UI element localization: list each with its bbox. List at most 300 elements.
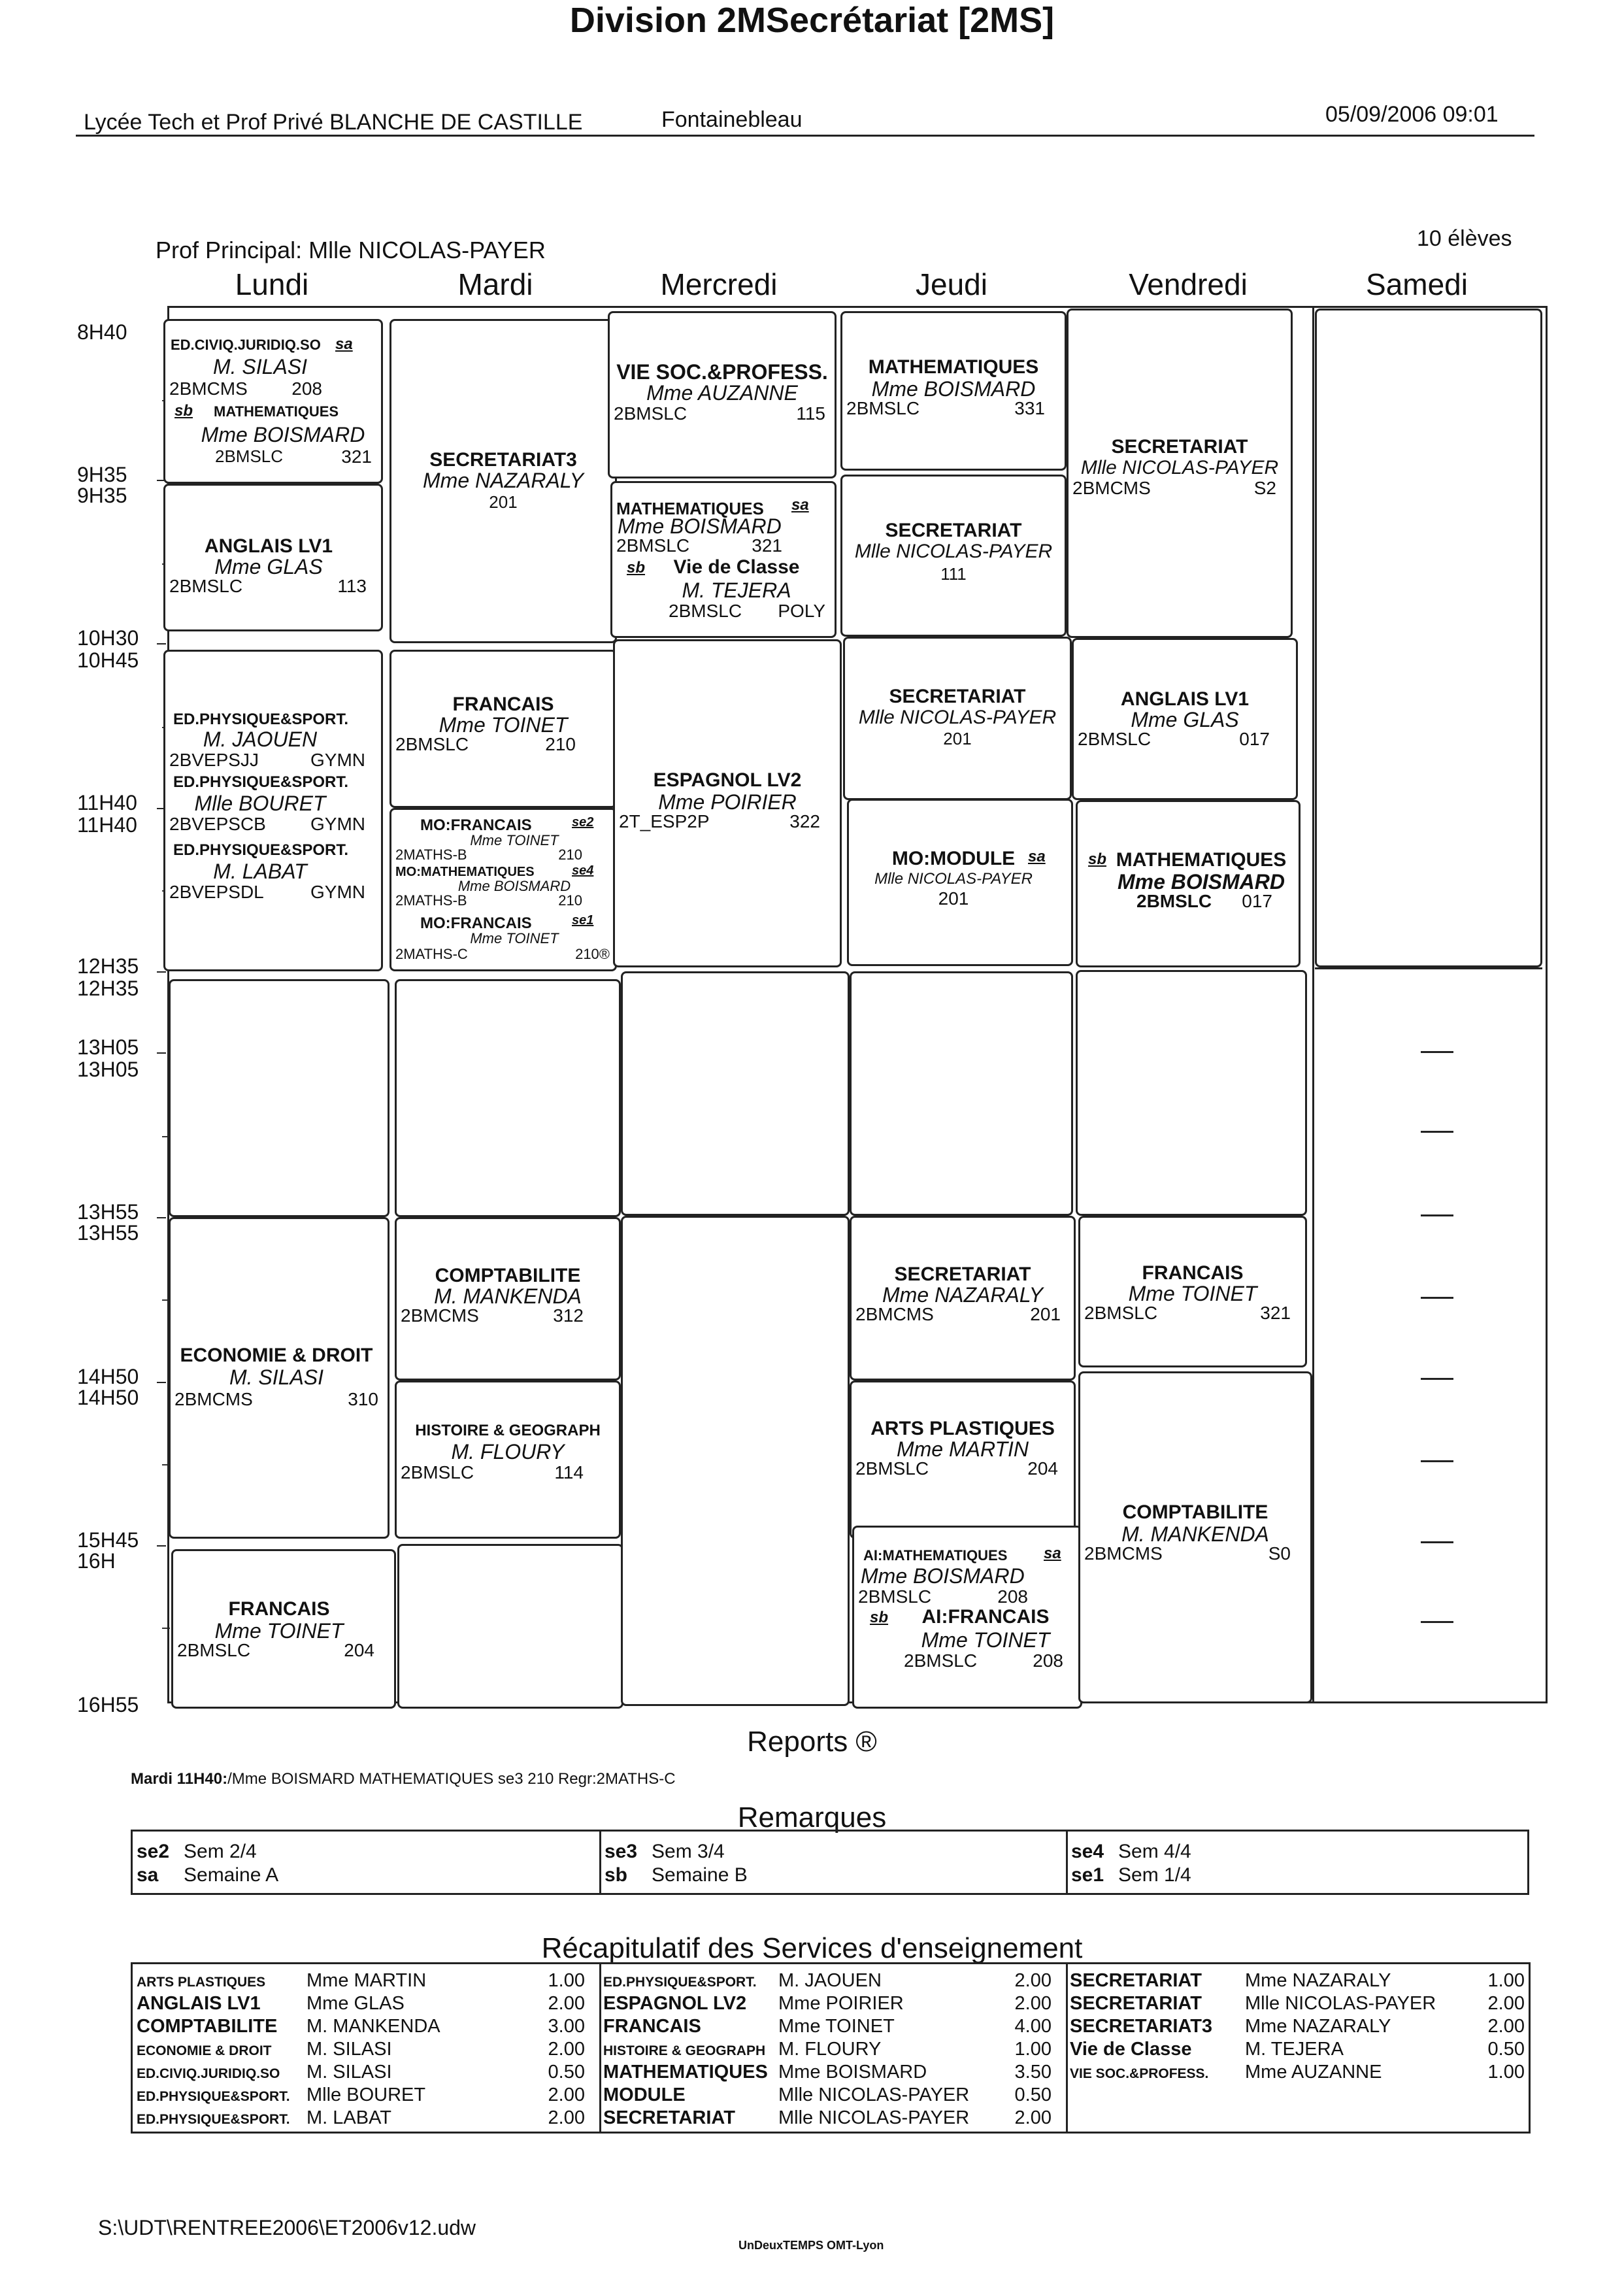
course-subject: AI:FRANCAIS xyxy=(921,1606,1050,1628)
recap-subject: SECRETARIAT xyxy=(1070,1993,1202,2014)
course-cell[interactable] xyxy=(395,1381,621,1539)
course-teacher: Mlle NICOLAS-PAYER xyxy=(858,707,1057,728)
week-code: sa xyxy=(1044,1545,1061,1562)
course-room: GYMN xyxy=(310,814,365,834)
recap-subject: MATHEMATIQUES xyxy=(603,2062,768,2083)
course-room: 321 xyxy=(341,446,372,467)
remark-label: Sem 1/4 xyxy=(1118,1864,1191,1886)
course-teacher: Mme TOINET xyxy=(470,930,559,946)
recap-hours: 4.00 xyxy=(1014,2016,1052,2037)
recap-hours: 2.00 xyxy=(548,1993,585,2014)
time-label: 9H35 xyxy=(77,484,127,507)
course-cell[interactable] xyxy=(1078,1216,1307,1367)
school-name: Lycée Tech et Prof Privé BLANCHE DE CASTILLE xyxy=(84,110,583,135)
recap-teacher: Mme NAZARALY xyxy=(1245,1970,1391,1991)
remark-code: se4 xyxy=(1071,1841,1104,1862)
course-cell[interactable] xyxy=(171,1549,396,1709)
week-code: sa xyxy=(1028,848,1046,865)
course-cell[interactable] xyxy=(163,484,383,631)
course-room: 204 xyxy=(1027,1458,1058,1479)
recap-hours: 0.50 xyxy=(548,2062,585,2083)
recap-teacher: Mlle NICOLAS-PAYER xyxy=(778,2107,970,2128)
course-teacher: M. LABAT xyxy=(213,860,307,883)
course-teacher: Mme TOINET xyxy=(921,1628,1050,1652)
recap-row xyxy=(603,2084,1065,2106)
week-code: se4 xyxy=(572,863,594,878)
course-group: 2BMSLC xyxy=(177,1640,251,1660)
recap-row xyxy=(1070,1992,1531,2015)
recap-hours: 1.00 xyxy=(1014,2039,1052,2060)
course-cell[interactable] xyxy=(840,311,1067,471)
recap-row xyxy=(1070,2015,1531,2037)
course-group: 2BVEPSJJ xyxy=(169,750,259,770)
remarques-table xyxy=(131,1830,1529,1895)
course-room: 208 xyxy=(997,1586,1028,1607)
course-cell[interactable] xyxy=(847,799,1073,966)
course-group: 2BMSLC xyxy=(614,403,688,424)
course-cell[interactable] xyxy=(1072,638,1298,800)
recap-hours: 2.00 xyxy=(1487,2016,1525,2037)
time-label: 14H50 xyxy=(77,1365,139,1388)
remark-item xyxy=(605,1864,748,1886)
course-subject: VIE SOC.&PROFESS. xyxy=(616,360,828,384)
recap-teacher: Mme MARTIN xyxy=(307,1970,427,1991)
course-cell[interactable] xyxy=(163,319,383,484)
empty-slot-dash xyxy=(1421,1297,1453,1299)
course-teacher: Mme TOINET xyxy=(470,832,559,848)
week-code: se1 xyxy=(572,913,594,928)
course-group: 2BMCMS xyxy=(1084,1543,1163,1564)
course-subject: SECRETARIAT3 xyxy=(429,449,577,471)
course-cell[interactable] xyxy=(1076,970,1307,1216)
recap-teacher: Mlle BOURET xyxy=(307,2084,426,2105)
course-cell[interactable] xyxy=(850,1381,1076,1539)
remark-code: se1 xyxy=(1071,1864,1104,1886)
course-room: 017 xyxy=(1239,729,1270,749)
recap-teacher: M. SILASI xyxy=(307,2039,392,2060)
remark-item xyxy=(1071,1841,1191,1863)
course-subject: ED.PHYSIQUE&SPORT. xyxy=(173,711,349,728)
recap-row xyxy=(1070,2061,1531,2083)
course-group: 2BMCMS xyxy=(401,1305,479,1326)
course-group: 2BMSLC xyxy=(616,535,690,556)
empty-slot-dash xyxy=(1421,1460,1453,1462)
recap-subject: ED.PHYSIQUE&SPORT. xyxy=(603,1975,757,1990)
recap-teacher: M. TEJERA xyxy=(1245,2039,1344,2060)
course-cell[interactable] xyxy=(1076,800,1301,967)
header-rule xyxy=(76,135,1534,137)
empty-slot-dash xyxy=(1421,1051,1453,1053)
course-group: 2MATHS-B xyxy=(395,892,467,909)
remark-code: se3 xyxy=(605,1841,638,1862)
day-header-mardi: Mardi xyxy=(457,267,533,301)
course-cell[interactable] xyxy=(163,650,383,971)
week-code: sa xyxy=(335,335,353,353)
report-entry-time: Mardi 11H40: xyxy=(131,1770,228,1788)
course-subject: SECRETARIAT xyxy=(885,520,1022,541)
time-tick xyxy=(157,1545,166,1547)
course-room: 210 xyxy=(558,846,582,863)
recap-teacher: Mme POIRIER xyxy=(778,1993,904,2014)
course-room: 201 xyxy=(938,888,969,909)
day-header-lundi: Lundi xyxy=(235,267,309,301)
recap-row xyxy=(603,2061,1065,2083)
course-subject: COMPTABILITE xyxy=(1122,1501,1268,1523)
course-cell[interactable] xyxy=(389,319,617,643)
remark-label: Sem 3/4 xyxy=(652,1841,725,1862)
course-cell[interactable] xyxy=(389,650,617,808)
recap-hours: 2.00 xyxy=(548,2039,585,2060)
recap-teacher: Mme GLAS xyxy=(307,1993,405,2014)
time-label: 10H45 xyxy=(77,648,139,672)
recap-subject: FRANCAIS xyxy=(603,2016,701,2037)
remarques-col-divider xyxy=(599,1832,601,1893)
remark-code: sa xyxy=(137,1864,159,1886)
course-group: 2BMCMS xyxy=(1072,478,1151,498)
school-city: Fontainebleau xyxy=(661,107,803,132)
course-teacher: M. JAOUEN xyxy=(203,728,318,751)
course-teacher: M. MANKENDA xyxy=(434,1284,582,1308)
course-teacher: M. TEJERA xyxy=(682,578,791,602)
recap-row xyxy=(603,2038,1065,2060)
empty-slot-dash xyxy=(1421,1378,1453,1380)
page-title: Division 2MSecrétariat [2MS] xyxy=(569,1,1055,40)
course-subject: MATHEMATIQUES xyxy=(616,499,764,518)
course-group: 2BMSLC xyxy=(1136,891,1212,911)
course-subject: MATHEMATIQUES xyxy=(1116,849,1287,871)
recap-teacher: M. JAOUEN xyxy=(778,1970,882,1991)
course-subject: FRANCAIS xyxy=(452,694,554,715)
recap-subject: HISTOIRE & GEOGRAPH xyxy=(603,2043,766,2058)
recap-table xyxy=(131,1962,1531,2134)
recap-row xyxy=(137,1992,598,2015)
recap-subject: Vie de Classe xyxy=(1070,2039,1192,2060)
time-tick xyxy=(157,1382,166,1383)
recap-row xyxy=(137,2084,598,2106)
time-tick xyxy=(157,643,166,644)
course-teacher: Mme AUZANNE xyxy=(646,381,798,405)
course-subject: ANGLAIS LV1 xyxy=(1120,688,1250,710)
week-code: se2 xyxy=(572,815,594,829)
week-code: sb xyxy=(627,559,646,577)
course-subject: MATHEMATIQUES xyxy=(214,403,339,420)
course-group: 2BMCMS xyxy=(855,1304,934,1324)
time-label: 16H xyxy=(77,1549,116,1573)
time-label: 15H45 xyxy=(77,1528,139,1552)
course-subject: SECRETARIAT xyxy=(894,1264,1031,1285)
course-room: 208 xyxy=(1033,1650,1063,1671)
recap-row xyxy=(137,1969,598,1992)
course-cell[interactable] xyxy=(389,808,617,971)
time-tick xyxy=(157,1052,166,1054)
course-teacher: Mlle NICOLAS-PAYER xyxy=(874,870,1033,888)
course-room: 321 xyxy=(752,535,782,556)
recap-row xyxy=(1070,2038,1531,2060)
remark-label: Semaine B xyxy=(652,1864,748,1886)
course-room: 208 xyxy=(291,378,322,399)
remark-label: Sem 2/4 xyxy=(184,1841,257,1862)
week-code: sb xyxy=(174,402,193,420)
course-room: 204 xyxy=(344,1640,374,1660)
recap-hours: 2.00 xyxy=(548,2084,585,2105)
recap-col-divider xyxy=(599,1964,601,2132)
course-subject: MO:FRANCAIS xyxy=(420,914,532,932)
grid-separator xyxy=(1312,306,1314,1703)
week-code: sb xyxy=(1088,850,1107,868)
recap-teacher: M. SILASI xyxy=(307,2062,392,2083)
recap-row xyxy=(603,2015,1065,2037)
remark-code: sb xyxy=(605,1864,628,1886)
course-room: 331 xyxy=(1014,398,1045,418)
course-group: 2BMSLC xyxy=(1078,729,1152,749)
recap-hours: 3.00 xyxy=(548,2016,585,2037)
course-room: 210 xyxy=(545,734,576,754)
recap-row xyxy=(603,2107,1065,2129)
course-group: 2BMCMS xyxy=(169,378,248,399)
course-cell[interactable] xyxy=(621,971,850,1216)
recap-hours: 0.50 xyxy=(1014,2084,1052,2105)
time-label: 10H30 xyxy=(77,626,139,650)
recap-title: Récapitulatif des Services d'enseignement xyxy=(541,1932,1083,1964)
course-room: 113 xyxy=(337,576,367,596)
recap-hours: 2.00 xyxy=(1487,1993,1525,2014)
empty-slot-dash xyxy=(1421,1131,1453,1133)
course-subject: MO:MATHEMATIQUES xyxy=(395,865,535,879)
recap-hours: 2.00 xyxy=(1014,1993,1052,2014)
time-label: 13H55 xyxy=(77,1200,139,1224)
course-teacher: Mme TOINET xyxy=(439,713,568,737)
recap-hours: 1.00 xyxy=(548,1970,585,1991)
time-tick xyxy=(157,971,166,973)
remark-code: se2 xyxy=(137,1841,170,1862)
course-teacher: M. SILASI xyxy=(229,1365,324,1389)
course-group: 2BMSLC xyxy=(855,1458,929,1479)
recap-hours: 2.00 xyxy=(1014,2107,1052,2128)
recap-hours: 3.50 xyxy=(1014,2062,1052,2083)
remarques-col-divider xyxy=(1066,1832,1068,1893)
empty-slot-dash xyxy=(1421,1214,1453,1216)
course-cell[interactable] xyxy=(1315,309,1542,967)
recap-subject: ARTS PLASTIQUES xyxy=(137,1975,266,1990)
course-teacher: Mme MARTIN xyxy=(896,1437,1029,1461)
course-teacher: Mme TOINET xyxy=(214,1619,344,1643)
course-room: S0 xyxy=(1268,1543,1291,1564)
course-subject: ARTS PLASTIQUES xyxy=(870,1418,1055,1439)
course-teacher: Mlle NICOLAS-PAYER xyxy=(854,541,1053,562)
recap-subject: COMPTABILITE xyxy=(137,2016,278,2037)
course-room: 321 xyxy=(1260,1303,1291,1323)
course-room: POLY xyxy=(778,601,825,621)
recap-hours: 0.50 xyxy=(1487,2039,1525,2060)
time-label: 9H35 xyxy=(77,463,127,486)
course-group: 2BMSLC xyxy=(1084,1303,1158,1323)
course-teacher: Mme BOISMARD xyxy=(457,878,571,894)
report-entry xyxy=(131,1770,676,1788)
course-group: 2BMSLC xyxy=(846,398,920,418)
recap-row xyxy=(137,2107,598,2129)
recap-subject: SECRETARIAT xyxy=(1070,1970,1202,1991)
remark-label: Sem 4/4 xyxy=(1118,1841,1191,1862)
recap-row xyxy=(137,2061,598,2083)
recap-teacher: Mme TOINET xyxy=(778,2016,895,2037)
recap-row xyxy=(137,2038,598,2060)
time-label: 11H40 xyxy=(77,791,137,814)
recap-subject: SECRETARIAT xyxy=(603,2107,735,2128)
recap-teacher: Mme AUZANNE xyxy=(1245,2062,1382,2083)
course-cell[interactable] xyxy=(852,1526,1082,1709)
course-subject: MO:MODULE xyxy=(891,848,1016,869)
empty-slot-dash xyxy=(1421,1621,1453,1623)
course-teacher: Mme BOISMARD xyxy=(861,1564,1025,1588)
course-teacher: Mme NAZARALY xyxy=(423,469,584,492)
course-room: 210 xyxy=(558,892,582,909)
course-subject: ECONOMIE & DROIT xyxy=(180,1345,373,1366)
time-label: 13H05 xyxy=(77,1058,139,1081)
recap-subject: SECRETARIAT3 xyxy=(1070,2016,1213,2037)
time-label: 13H05 xyxy=(77,1035,139,1059)
course-cell[interactable] xyxy=(843,637,1072,800)
course-subject: AI:MATHEMATIQUES xyxy=(863,1547,1008,1564)
remark-item xyxy=(605,1841,725,1863)
empty-slot-dash xyxy=(1421,1541,1453,1543)
course-subject: COMPTABILITE xyxy=(435,1265,581,1286)
course-group: 2BMSLC xyxy=(215,446,284,466)
recap-subject: ED.PHYSIQUE&SPORT. xyxy=(137,2112,290,2127)
course-subject: ED.PHYSIQUE&SPORT. xyxy=(173,841,349,859)
course-room: S2 xyxy=(1253,478,1276,498)
course-teacher: Mme BOISMARD xyxy=(201,423,365,446)
recap-teacher: M. MANKENDA xyxy=(307,2016,440,2037)
report-entry-text: /Mme BOISMARD MATHEMATIQUES se3 210 Regr:2MATHS-C xyxy=(227,1770,676,1788)
day-header-vendredi: Vendredi xyxy=(1129,267,1248,301)
recap-hours: 1.00 xyxy=(1487,2062,1525,2083)
course-teacher: Mme BOISMARD xyxy=(618,514,782,538)
course-cell[interactable] xyxy=(1067,309,1293,638)
course-teacher: Mlle NICOLAS-PAYER xyxy=(1080,457,1279,478)
course-cell[interactable] xyxy=(169,1217,389,1539)
week-code: sa xyxy=(791,496,809,514)
time-tick xyxy=(157,1217,166,1218)
recap-teacher: Mlle NICOLAS-PAYER xyxy=(1245,1993,1436,2014)
course-room: 017 xyxy=(1242,891,1272,911)
course-cell[interactable] xyxy=(169,979,389,1217)
course-room: GYMN xyxy=(310,750,365,770)
course-room: 322 xyxy=(789,811,820,831)
course-room: 201 xyxy=(943,729,972,748)
recap-row xyxy=(137,2015,598,2037)
course-cell[interactable] xyxy=(397,1544,623,1709)
course-subject: ED.CIVIQ.JURIDIQ.SO xyxy=(171,337,321,353)
remark-item xyxy=(137,1841,257,1863)
course-group: 2BMSLC xyxy=(669,601,742,621)
course-teacher: M. MANKENDA xyxy=(1121,1522,1269,1546)
recap-subject: ED.CIVIQ.JURIDIQ.SO xyxy=(137,2066,280,2081)
print-datetime: 05/09/2006 09:01 xyxy=(1325,102,1499,127)
recap-row xyxy=(603,1992,1065,2015)
recap-subject: ECONOMIE & DROIT xyxy=(137,2043,272,2058)
recap-teacher: M. LABAT xyxy=(307,2107,391,2128)
course-subject: ANGLAIS LV1 xyxy=(204,535,333,557)
course-teacher: Mme GLAS xyxy=(1131,708,1239,731)
course-room: 111 xyxy=(940,564,967,584)
recap-col-divider xyxy=(1066,1964,1068,2132)
recap-subject: ESPAGNOL LV2 xyxy=(603,1993,747,2014)
recap-subject: ED.PHYSIQUE&SPORT. xyxy=(137,2089,290,2104)
course-cell[interactable] xyxy=(850,971,1073,1216)
course-group: 2MATHS-B xyxy=(395,846,467,863)
course-subject: ED.PHYSIQUE&SPORT. xyxy=(173,773,349,791)
course-cell[interactable] xyxy=(621,1216,850,1706)
course-group: 2BMSLC xyxy=(904,1650,978,1671)
course-group: 2BMSLC xyxy=(395,734,469,754)
recap-hours: 2.00 xyxy=(548,2107,585,2128)
course-group: 2BVEPSCB xyxy=(169,814,266,834)
course-group: 2BMSLC xyxy=(401,1462,474,1482)
time-label: 11H40 xyxy=(77,813,137,837)
recap-teacher: Mlle NICOLAS-PAYER xyxy=(778,2084,970,2105)
course-group: 2BMSLC xyxy=(858,1586,932,1607)
remarques-title: Remarques xyxy=(737,1801,887,1833)
course-subject: MATHEMATIQUES xyxy=(868,356,1039,378)
course-group: 2BVEPSDL xyxy=(169,882,264,902)
course-room: 114 xyxy=(554,1462,584,1482)
course-subject: FRANCAIS xyxy=(1142,1262,1244,1284)
course-group: 2T_ESP2P xyxy=(619,811,710,831)
course-group: 2BMSLC xyxy=(169,576,243,596)
course-group: 2BMCMS xyxy=(174,1389,253,1409)
recap-teacher: Mme BOISMARD xyxy=(778,2062,927,2083)
reports-title: Reports ® xyxy=(747,1726,877,1758)
day-header-mercredi: Mercredi xyxy=(660,267,778,301)
course-teacher: Mlle BOURET xyxy=(194,792,326,815)
course-cell[interactable] xyxy=(850,1216,1076,1381)
course-teacher: Mme TOINET xyxy=(1128,1282,1257,1305)
course-cell[interactable] xyxy=(395,1217,621,1381)
course-cell[interactable] xyxy=(613,639,842,967)
student-count: 10 élèves xyxy=(1417,226,1512,251)
recap-subject: ANGLAIS LV1 xyxy=(137,1993,261,2014)
course-subject: ESPAGNOL LV2 xyxy=(653,769,802,791)
remark-item xyxy=(137,1864,278,1886)
course-room: 310 xyxy=(348,1389,378,1409)
course-cell[interactable] xyxy=(395,979,621,1217)
course-cell[interactable] xyxy=(1078,1371,1312,1703)
course-teacher: M. FLOURY xyxy=(451,1440,565,1464)
recap-subject: MODULE xyxy=(603,2084,686,2105)
course-room: 210® xyxy=(575,946,610,962)
course-cell[interactable] xyxy=(840,475,1067,637)
recap-subject: VIE SOC.&PROFESS. xyxy=(1070,2066,1209,2081)
time-label: 12H35 xyxy=(77,977,139,1000)
remark-item xyxy=(1071,1864,1191,1886)
course-room: 115 xyxy=(796,403,825,424)
recap-row xyxy=(1070,1969,1531,1992)
course-room: 312 xyxy=(553,1305,584,1326)
grid-separator xyxy=(1315,967,1542,969)
time-label: 16H55 xyxy=(77,1693,139,1716)
course-subject: SECRETARIAT xyxy=(1111,436,1248,458)
recap-hours: 2.00 xyxy=(1014,1970,1052,1991)
course-teacher: M. SILASI xyxy=(212,355,308,378)
course-cell[interactable] xyxy=(610,481,837,638)
remark-label: Semaine A xyxy=(184,1864,279,1886)
file-path: S:\UDT\RENTREE2006\ET2006v12.udw xyxy=(98,2216,476,2239)
time-label: 14H50 xyxy=(77,1386,139,1409)
course-room: GYMN xyxy=(310,882,365,902)
course-teacher: Mme NAZARALY xyxy=(882,1283,1043,1307)
course-cell[interactable] xyxy=(608,311,837,478)
course-teacher: Mme POIRIER xyxy=(658,790,797,814)
